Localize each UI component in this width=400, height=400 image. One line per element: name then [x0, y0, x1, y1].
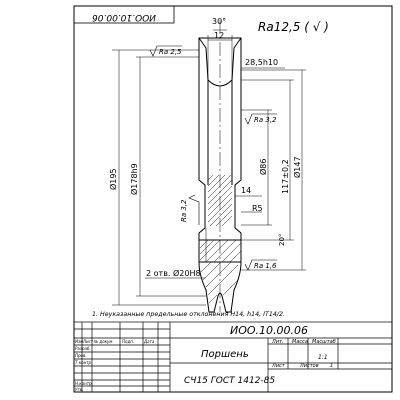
title-part-name: Поршень: [201, 349, 249, 360]
dim-holes: 2 отв. Ø20H8: [146, 269, 201, 278]
row-izm: Изм: [75, 339, 84, 344]
scale-value: 1:1: [318, 354, 328, 361]
row-ndoc: № докум.: [94, 339, 114, 344]
row-data: Дата: [144, 339, 155, 344]
sheets-label: Листов: [300, 363, 319, 369]
row-prov: Пров.: [75, 353, 87, 358]
general-note: 1. Неуказанные предельные отклонения H14, h14, IT14/2.: [92, 311, 286, 318]
row-tkontr: Т.контр.: [75, 360, 93, 365]
general-roughness: Ra12,5 ( √ ): [258, 20, 329, 34]
sheets-value: 1: [330, 363, 334, 369]
dim-radius: R5: [252, 204, 263, 213]
dim-dia-groove: 28,5h10: [245, 58, 279, 67]
dim-dia-outer: Ø195: [109, 168, 118, 190]
title-designation: ИОО.10.00.06: [230, 324, 309, 337]
row-nkontr: Н.контр.: [75, 381, 93, 386]
row-utv: Утв.: [75, 387, 84, 392]
roughness-marks: [150, 46, 277, 270]
rough-r3: Ra 3,2: [180, 199, 188, 222]
sheet-label: Лист: [272, 363, 285, 369]
dim-len-14: 14: [241, 186, 252, 195]
col-scale: Масштаб: [312, 339, 336, 345]
dim-angle-top: 30°: [212, 17, 227, 26]
row-list: Лист: [83, 339, 94, 344]
dim-dia-86: Ø86: [259, 158, 268, 175]
rough-r1: Ra 2,5: [159, 48, 182, 56]
col-mass: Масса: [292, 339, 308, 345]
row-razrab: Разраб.: [75, 346, 91, 351]
dim-len-117: 117±0,2: [281, 159, 290, 194]
col-lit: Лит.: [272, 339, 284, 345]
dim-dia-147: Ø147: [293, 156, 302, 178]
row-podp: Подп.: [122, 339, 135, 344]
title-material: СЧ15 ГОСТ 1412-85: [184, 376, 276, 386]
rough-r4: Ra 1,6: [254, 262, 277, 270]
rough-r2: Ra 3,2: [254, 116, 277, 124]
mirrored-designation: ИОО.10.00.06: [92, 12, 156, 22]
dim-dia-fit: Ø178h9: [130, 163, 139, 195]
dim-width-groove: 12: [214, 31, 225, 40]
dim-angle-20: 20°: [278, 233, 286, 246]
